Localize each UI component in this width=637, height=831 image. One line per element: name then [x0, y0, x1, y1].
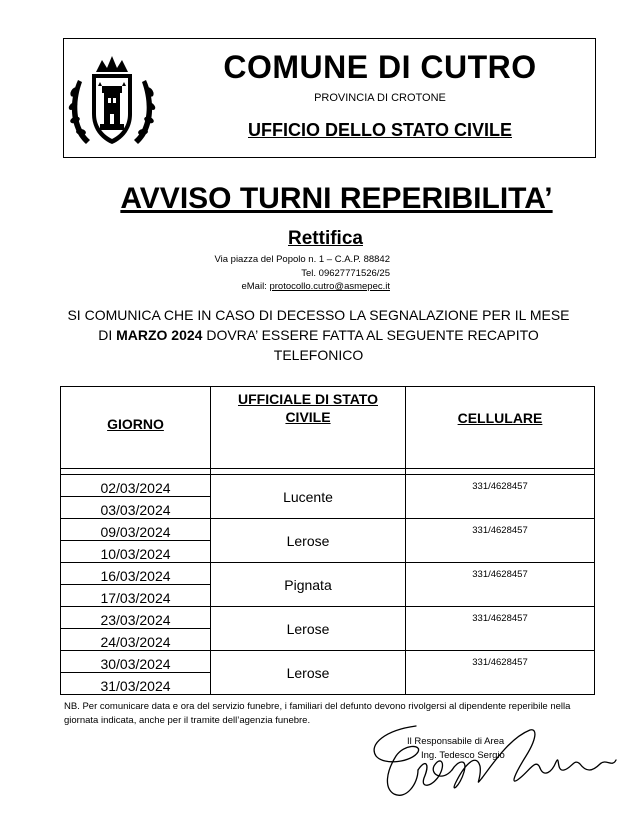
contact-email-link[interactable]: protocollo.cutro@asmepec.it [269, 281, 390, 292]
table-row [61, 519, 595, 541]
signature-image [360, 722, 620, 804]
ufficiale-cell: Lerose [211, 607, 406, 651]
cellulare-cell: 331/4628457 [406, 519, 595, 563]
table-header-row [61, 387, 595, 469]
table-row [61, 607, 595, 629]
giorno-cell: 02/03/2024 [61, 475, 211, 497]
giorno-cell: 16/03/2024 [61, 563, 211, 585]
table-row [61, 651, 595, 673]
page-title: AVVISO TURNI REPERIBILITA’ [120, 182, 553, 215]
giorno-cell: 30/03/2024 [61, 651, 211, 673]
table-row [61, 563, 595, 585]
notice-line-2: DI MARZO 2024 DOVRA’ ESSERE FATTA AL SEGUENTE RECAPITO [98, 327, 539, 343]
coat-of-arms-icon [66, 52, 158, 152]
comune-title: COMUNE DI CUTRO [223, 49, 537, 85]
cellulare-cell: 331/4628457 [406, 563, 595, 607]
ufficio-label: UFFICIO DELLO STATO CIVILE [248, 120, 512, 140]
signature-name: Ing. Tedesco Sergio [421, 750, 505, 761]
ufficiale-cell: Lucente [211, 475, 406, 519]
header-ufficiale: UFFICIALE DI STATO CIVILE [211, 387, 406, 469]
footer-note: NB. Per comunicare data e ora del servizio funebre, i familiari del defunto devono rivolgersi al dipendente reperibile nella giornata indicata, anche per il tramite dell’agenzia funebre. [64, 701, 571, 726]
giorno-cell: 23/03/2024 [61, 607, 211, 629]
giorno-cell: 24/03/2024 [61, 629, 211, 651]
ufficiale-cell: Lerose [211, 651, 406, 695]
header-cellulare: CELLULARE [406, 387, 595, 469]
ufficiale-cell: Lerose [211, 519, 406, 563]
contact-email-label: eMail: [241, 281, 270, 292]
ufficiale-cell: Pignata [211, 563, 406, 607]
subtitle-rettifica: Rettifica [288, 228, 363, 249]
notice-line-1: SI COMUNICA CHE IN CASO DI DECESSO LA SEGNALAZIONE PER IL MESE [67, 307, 570, 323]
provincia-label: PROVINCIA DI CROTONE [314, 92, 446, 104]
notice-line-3: TELEFONICO [273, 347, 364, 363]
giorno-cell: 03/03/2024 [61, 497, 211, 519]
giorno-cell: 10/03/2024 [61, 541, 211, 563]
cellulare-cell: 331/4628457 [406, 607, 595, 651]
contact-address: Via piazza del Popolo n. 1 – C.A.P. 88842 [214, 254, 390, 265]
giorno-cell: 31/03/2024 [61, 673, 211, 695]
table-row [61, 475, 595, 497]
contact-phone: Tel. 09627771526/25 [301, 268, 390, 279]
cellulare-cell: 331/4628457 [406, 475, 595, 519]
contact-email-line [180, 281, 390, 292]
notice-month: MARZO 2024 [116, 327, 203, 343]
turni-table [60, 386, 595, 695]
giorno-cell: 17/03/2024 [61, 585, 211, 607]
signature-role: Il Responsabile di Area [407, 736, 505, 747]
giorno-cell: 09/03/2024 [61, 519, 211, 541]
header-giorno: GIORNO [61, 387, 211, 469]
cellulare-cell: 331/4628457 [406, 651, 595, 695]
notice-text [40, 305, 597, 365]
